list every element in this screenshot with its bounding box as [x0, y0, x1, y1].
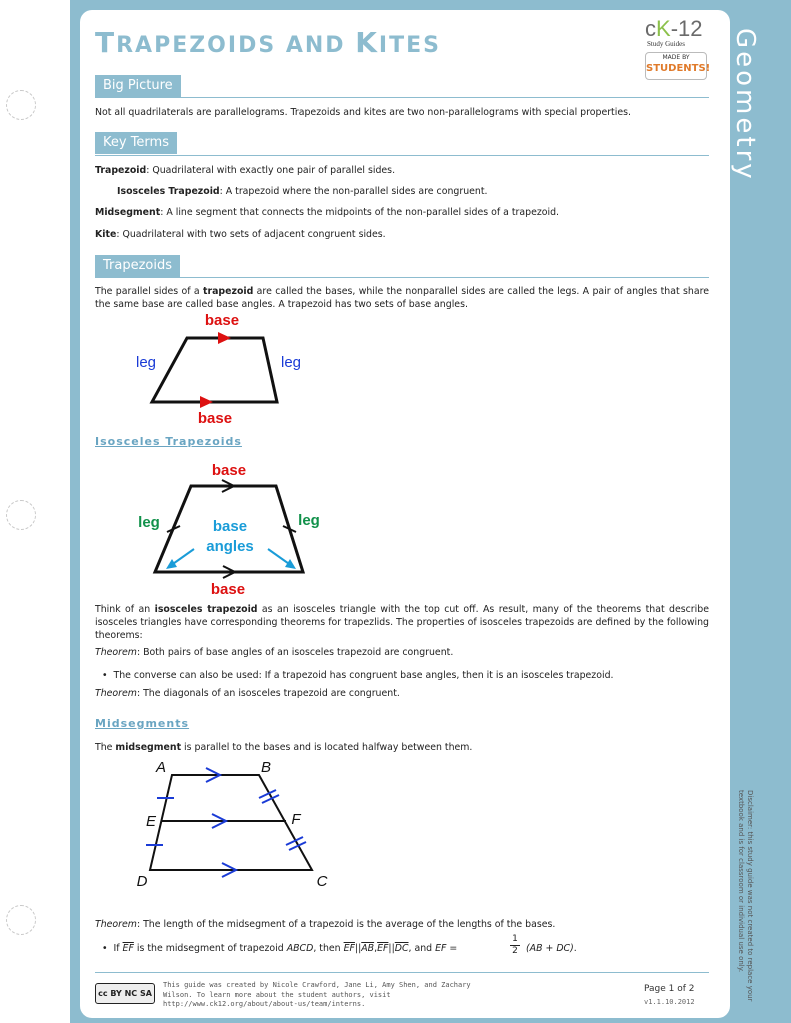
section-rule	[95, 97, 709, 98]
point-e: E	[145, 813, 157, 830]
isosceles-trapezoid-diagram	[130, 456, 330, 602]
label-base-angles-2: angles	[206, 538, 254, 555]
section-heading-big-picture: Big Picture	[95, 75, 181, 97]
vertex-d: D	[136, 873, 148, 890]
version-label: v1.1.10.2012	[644, 998, 695, 1006]
midsegment-diagram	[130, 756, 340, 894]
label-base-top: base	[211, 462, 247, 479]
parallel-arrow-top	[218, 332, 231, 344]
made-by-students-badge: MADE BY STUDENTS!	[645, 52, 707, 80]
fraction-one-half: 1 2	[510, 934, 520, 957]
page-title: TRAPEZOIDS AND KITES	[95, 26, 441, 59]
arrowhead-left	[166, 559, 177, 569]
term-trapezoid: Trapezoid: Quadrilateral with exactly one pair of parallel sides.	[95, 165, 396, 176]
arrowhead-right	[285, 559, 296, 569]
term-kite: Kite: Quadrilateral with two sets of adjacent congruent sides.	[95, 229, 386, 240]
isosceles-paragraph: Think of an isosceles trapezoid as an isosceles triangle with the top cut off. As result, many of the theorems that describe isosceles triangles have corresponding theorems for trapezlids. The properties of isosceles trapezoids are defined by the following theorems:	[95, 604, 709, 641]
label-base-bottom: base	[197, 410, 233, 427]
vertex-b: B	[260, 759, 272, 776]
binder-hole	[6, 905, 36, 935]
label-base-bottom: base	[210, 581, 246, 598]
label-base-angles-1: base	[212, 518, 248, 535]
disclaimer-text: Disclaimer: this study guide was not created to replace your textbook and is for classroom or individual use only.	[737, 790, 754, 1002]
binder-hole	[6, 500, 36, 530]
page-number: Page 1 of 2	[644, 984, 695, 994]
label-leg-right: leg	[298, 512, 320, 529]
term-isosceles-trapezoid: Isosceles Trapezoid: A trapezoid where the non-parallel sides are congruent.	[117, 186, 488, 197]
subheading-midsegments: Midsegments	[95, 717, 190, 730]
bullet-midsegment-formula: • If $\overline{EF}$ is the midsegment of trapezoid ABCD, then $\overline{EF}||\overline{AB},\overline{EF}||\overline{DC}$, and EF =	[102, 943, 458, 954]
binder-hole	[6, 90, 36, 120]
trapezoids-paragraph: The parallel sides of a trapezoid are called the bases, while the nonparallel sides are called the legs. A pair of angles that share the same base are called base angles. A trapezoid has two sets of base angles.	[95, 286, 709, 310]
subject-tab-label: Geometry	[730, 28, 760, 182]
point-f: F	[291, 811, 301, 828]
section-heading-key-terms: Key Terms	[95, 132, 177, 154]
ck12-logo: cK-12 Study Guides MADE BY STUDENTS!	[645, 18, 710, 88]
label-leg-right: leg	[280, 354, 302, 371]
theorem-base-angles: Theorem: Both pairs of base angles of an isosceles trapezoid are congruent.	[95, 647, 454, 658]
vertex-a: A	[155, 759, 167, 776]
label-leg-left: leg	[135, 354, 157, 371]
label-leg-left: leg	[138, 514, 160, 531]
section-rule	[95, 277, 709, 278]
midsegment-paragraph: The midsegment is parallel to the bases and is located halfway between them.	[95, 742, 473, 753]
term-midsegment: Midsegment: A line segment that connects the midpoints of the non-parallel sides of a trapezoid.	[95, 207, 560, 218]
subheading-isosceles-trapezoids: Isosceles Trapezoids	[95, 435, 242, 448]
footer-credit: This guide was created by Nicole Crawford, Jane Li, Amy Shen, and Zachary Wilson. To learn more about the student authors, visit http://www.ck12.org/about/about-us/team/interns.	[163, 981, 471, 1008]
label-base-top: base	[204, 312, 240, 329]
formula-rhs: (AB + DC).	[526, 943, 577, 954]
big-picture-text: Not all quadrilaterals are parallelograms. Trapezoids and kites are two non-parallelograms with special properties.	[95, 107, 631, 118]
trapezoid-diagram	[120, 308, 320, 430]
vertex-c: C	[316, 873, 328, 890]
theorem-diagonals: Theorem: The diagonals of an isosceles trapezoid are congruent.	[95, 688, 400, 699]
bullet-converse: • The converse can also be used: If a trapezoid has congruent base angles, then it is an isosceles trapezoid.	[102, 670, 614, 681]
creative-commons-badge: cc BY NC SA	[95, 983, 155, 1004]
section-heading-trapezoids: Trapezoids	[95, 255, 180, 277]
section-rule	[95, 155, 709, 156]
parallel-arrow-bottom	[200, 396, 213, 408]
footer-rule	[95, 972, 709, 973]
theorem-midsegment: Theorem: The length of the midsegment of a trapezoid is the average of the lengths of the bases.	[95, 919, 556, 930]
